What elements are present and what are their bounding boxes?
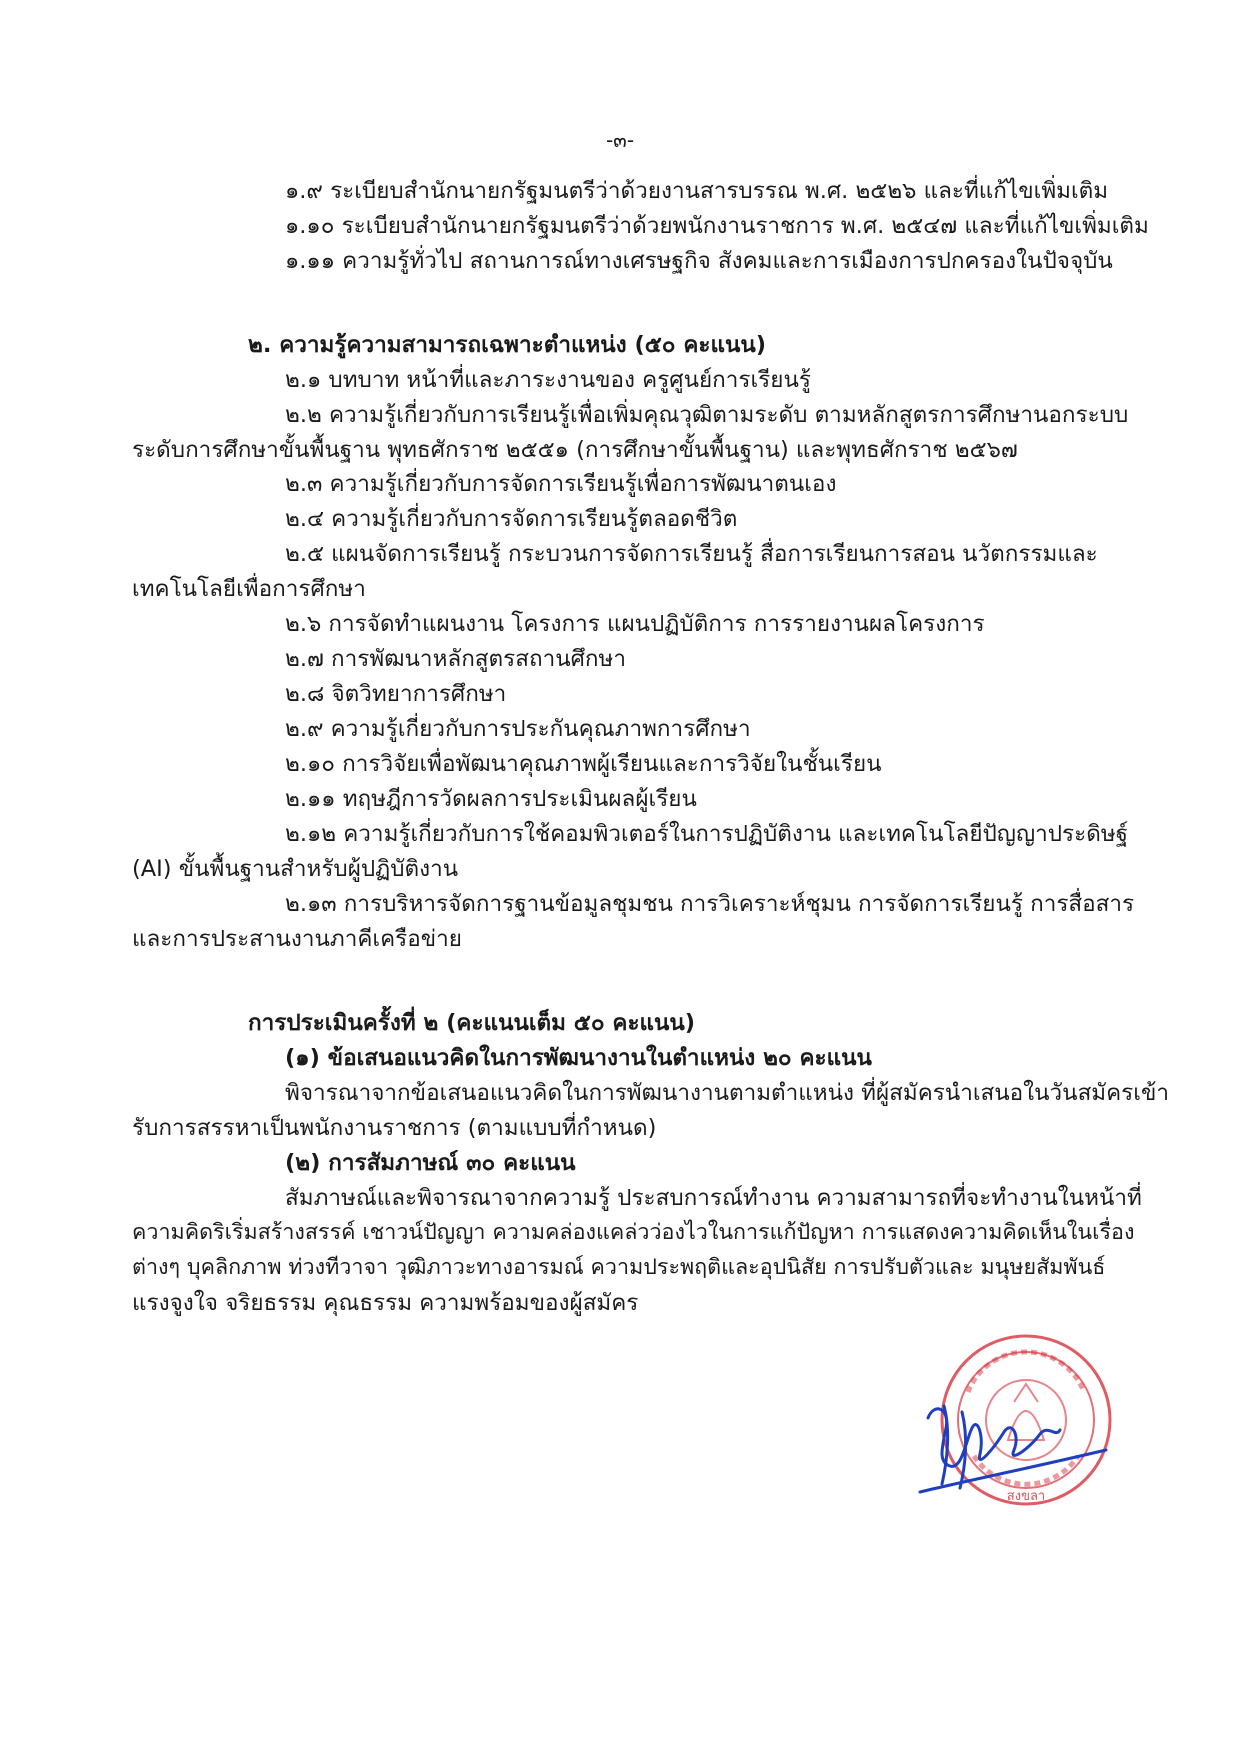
list-item: ๒.๑๐ การวิจัยเพื่อพัฒนาคุณภาพผู้เรียนและการวิจัยในชั้นเรียน [285, 751, 882, 777]
paragraph-line: สัมภาษณ์และพิจารณาจากความรู้ ประสบการณ์ทำงาน ความสามารถที่จะทำงานในหน้าที่ [285, 1185, 1142, 1211]
paragraph-line: พิจารณาจากข้อเสนอแนวคิดในการพัฒนางานตามตำแหน่ง ที่ผู้สมัครนำเสนอในวันสมัครเข้า [285, 1080, 1169, 1106]
list-item: ๒.๒ ความรู้เกี่ยวกับการเรียนรู้เพื่อเพิ่มคุณวุฒิตามระดับ ตามหลักสูตรการศึกษานอกระบบ [285, 402, 1129, 428]
paragraph-line: แรงจูงใจ จริยธรรม คุณธรรม ความพร้อมของผู้สมัคร [132, 1290, 639, 1316]
list-item: ๑.๑๐ ระเบียบสำนักนายกรัฐมนตรีว่าด้วยพนักงานราชการ พ.ศ. ๒๕๔๗ และที่แก้ไขเพิ่มเติม [285, 213, 1149, 239]
list-item: ๒.๙ ความรู้เกี่ยวกับการประกันคุณภาพการศึกษา [285, 716, 751, 742]
handwritten-signature [910, 1388, 1110, 1500]
list-item: ๒.๑๑ ทฤษฎีการวัดผลการประเมินผลผู้เรียน [285, 786, 697, 812]
assessment-heading: การประเมินครั้งที่ ๒ (คะแนนเต็ม ๕๐ คะแนน) [248, 1010, 696, 1036]
list-item-continuation: เทคโนโลยีเพื่อการศึกษา [132, 576, 366, 602]
list-item: ๒.๑๓ การบริหารจัดการฐานข้อมูลชุมชน การวิเคราะห์ชุมน การจัดการเรียนรู้ การสื่อสาร [285, 891, 1135, 917]
list-item: ๒.๑ บทบาท หน้าที่และภาระงานของ ครูศูนย์การเรียนรู้ [285, 367, 811, 393]
list-item: ๒.๖ การจัดทำแผนงาน โครงการ แผนปฏิบัติการ การรายงานผลโครงการ [285, 611, 985, 637]
paragraph-line: รับการสรรหาเป็นพนักงานราชการ (ตามแบบที่กำหนด) [132, 1115, 657, 1141]
list-item: ๒.๕ แผนจัดการเรียนรู้ กระบวนการจัดการเรียนรู้ สื่อการเรียนการสอน นวัตกรรมและ [285, 541, 1098, 567]
subsection-title: (๑) ข้อเสนอแนวคิดในการพัฒนางานในตำแหน่ง ๒๐ คะแนน [285, 1045, 872, 1071]
list-item: ๒.๗ การพัฒนาหลักสูตรสถานศึกษา [285, 646, 626, 672]
list-item: ๒.๘ จิตวิทยาการศึกษา [285, 681, 507, 707]
list-item-continuation: และการประสานงานภาคีเครือข่าย [132, 926, 462, 952]
paragraph-line: ความคิดริเริ่มสร้างสรรค์ เชาวน์ปัญญา ความคล่องแคล่วว่องไวในการแก้ปัญหา การแสดงความคิดเห็นในเรื่อง [132, 1220, 1135, 1245]
section-heading: ๒. ความรู้ความสามารถเฉพาะตำแหน่ง (๕๐ คะแนน) [248, 332, 767, 358]
list-item: ๒.๑๒ ความรู้เกี่ยวกับการใช้คอมพิวเตอร์ในการปฏิบัติงาน และเทคโนโลยีปัญญาประดิษฐ์ [285, 821, 1129, 847]
list-item: ๑.๑๑ ความรู้ทั่วไป สถานการณ์ทางเศรษฐกิจ สังคมและการเมืองการปกครองในปัจจุบัน [285, 248, 1113, 274]
page-number: -๓- [605, 128, 635, 152]
paragraph-line: ต่างๆ บุคลิกภาพ ท่วงทีวาจา วุฒิภาวะทางอารมณ์ ความประพฤติและอุปนิสัย การปรับตัวและ มนุษยสัมพันธ์ [132, 1255, 1106, 1280]
subsection-title: (๒) การสัมภาษณ์ ๓๐ คะแนน [285, 1150, 576, 1176]
list-item: ๒.๔ ความรู้เกี่ยวกับการจัดการเรียนรู้ตลอดชีวิต [285, 506, 738, 532]
list-item-continuation: ระดับการศึกษาขั้นพื้นฐาน พุทธศักราช ๒๕๕๑ (การศึกษาขั้นพื้นฐาน) และพุทธศักราช ๒๕๖๗ [132, 437, 1018, 463]
list-item: ๒.๓ ความรู้เกี่ยวกับการจัดการเรียนรู้เพื่อการพัฒนาตนเอง [285, 471, 837, 497]
list-item-continuation: (AI) ขั้นพื้นฐานสำหรับผู้ปฏิบัติงาน [132, 856, 459, 882]
stamp-text: สงขลา [1006, 1489, 1046, 1504]
list-item: ๑.๙ ระเบียบสำนักนายกรัฐมนตรีว่าด้วยงานสารบรรณ พ.ศ. ๒๕๒๖ และที่แก้ไขเพิ่มเติม [285, 178, 1109, 204]
